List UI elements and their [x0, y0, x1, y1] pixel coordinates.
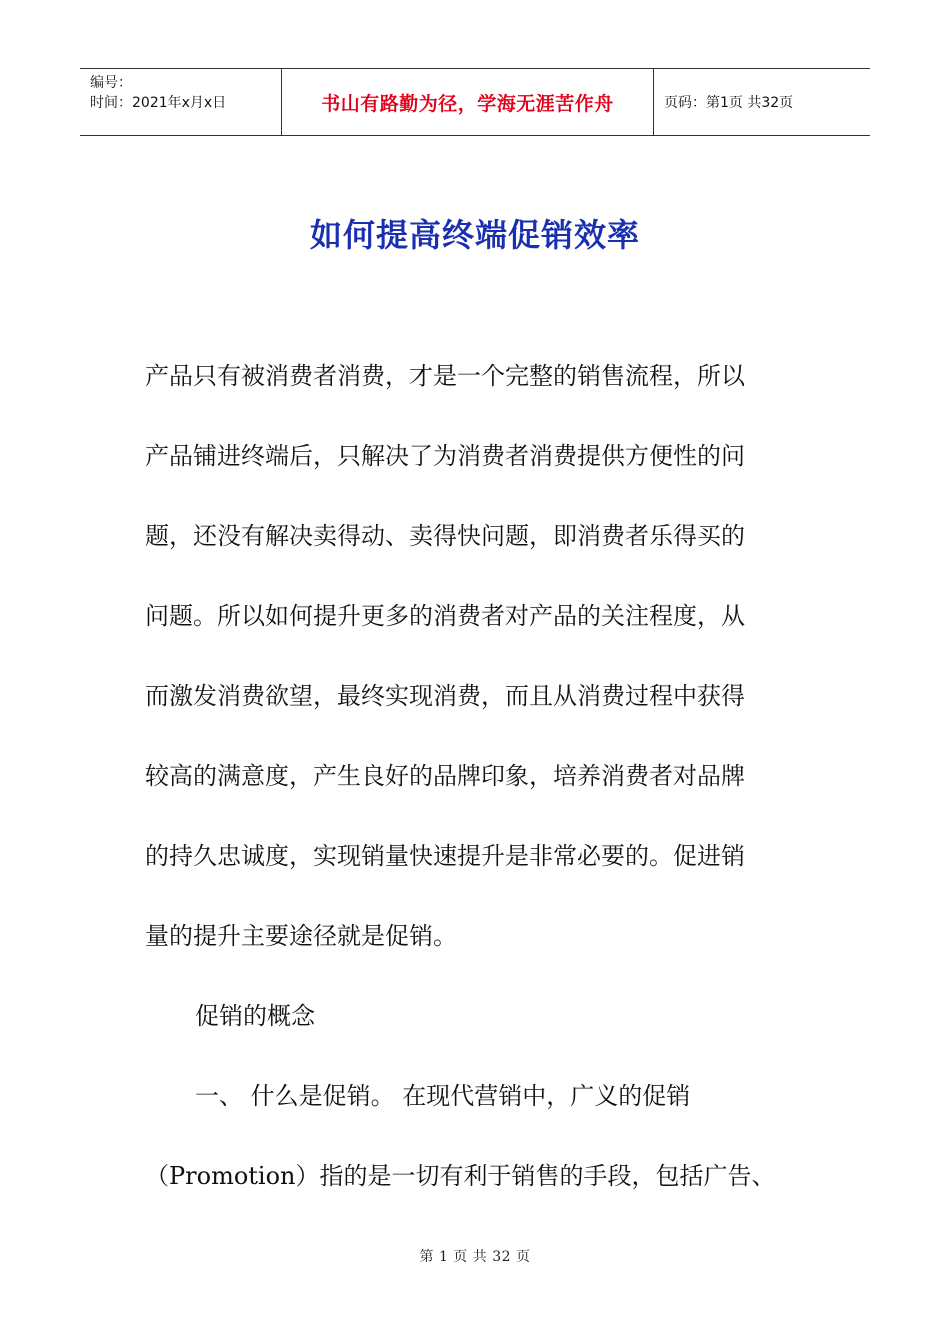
document-title: 如何提高终端促销效率 — [309, 216, 640, 254]
document-body — [145, 336, 795, 1216]
body-line: 而激发消费欲望，最终实现消费，而且从消费过程中获得 — [145, 682, 745, 710]
body-line: 量的提升主要途径就是促销。 — [145, 922, 457, 950]
section-heading: 促销的概念 — [195, 1002, 315, 1030]
header-motto: 书山有路勤为径，学海无涯苦作舟 — [281, 69, 654, 135]
body-line: （Promotion）指的是一切有利于销售的手段，包括广告、 — [145, 1162, 776, 1190]
body-line: 问题。所以如何提升更多的消费者对产品的关注程度，从 — [145, 602, 745, 630]
body-line: 一、 什么是促销。 在现代营销中，广义的促销 — [195, 1082, 691, 1110]
body-line: 题，还没有解决卖得动、卖得快问题，即消费者乐得买的 — [145, 522, 745, 550]
body-line: 较高的满意度，产生良好的品牌印象，培养消费者对品牌 — [145, 762, 745, 790]
page-footer: 第 1 页 共 32 页 — [419, 1249, 531, 1265]
header-table — [80, 68, 870, 136]
body-line: 产品铺进终端后，只解决了为消费者消费提供方便性的问 — [145, 442, 745, 470]
document-time-label: 时间：2021年x月x日 — [90, 95, 227, 111]
body-line: 产品只有被消费者消费，才是一个完整的销售流程，所以 — [145, 362, 745, 390]
header-meta-cell — [80, 69, 281, 135]
body-line: 的持久忠诚度，实现销量快速提升是非常必要的。促进销 — [145, 842, 745, 870]
header-page-info: 页码：第1页 共32页 — [664, 95, 794, 111]
document-number-label: 编号： — [90, 75, 132, 91]
